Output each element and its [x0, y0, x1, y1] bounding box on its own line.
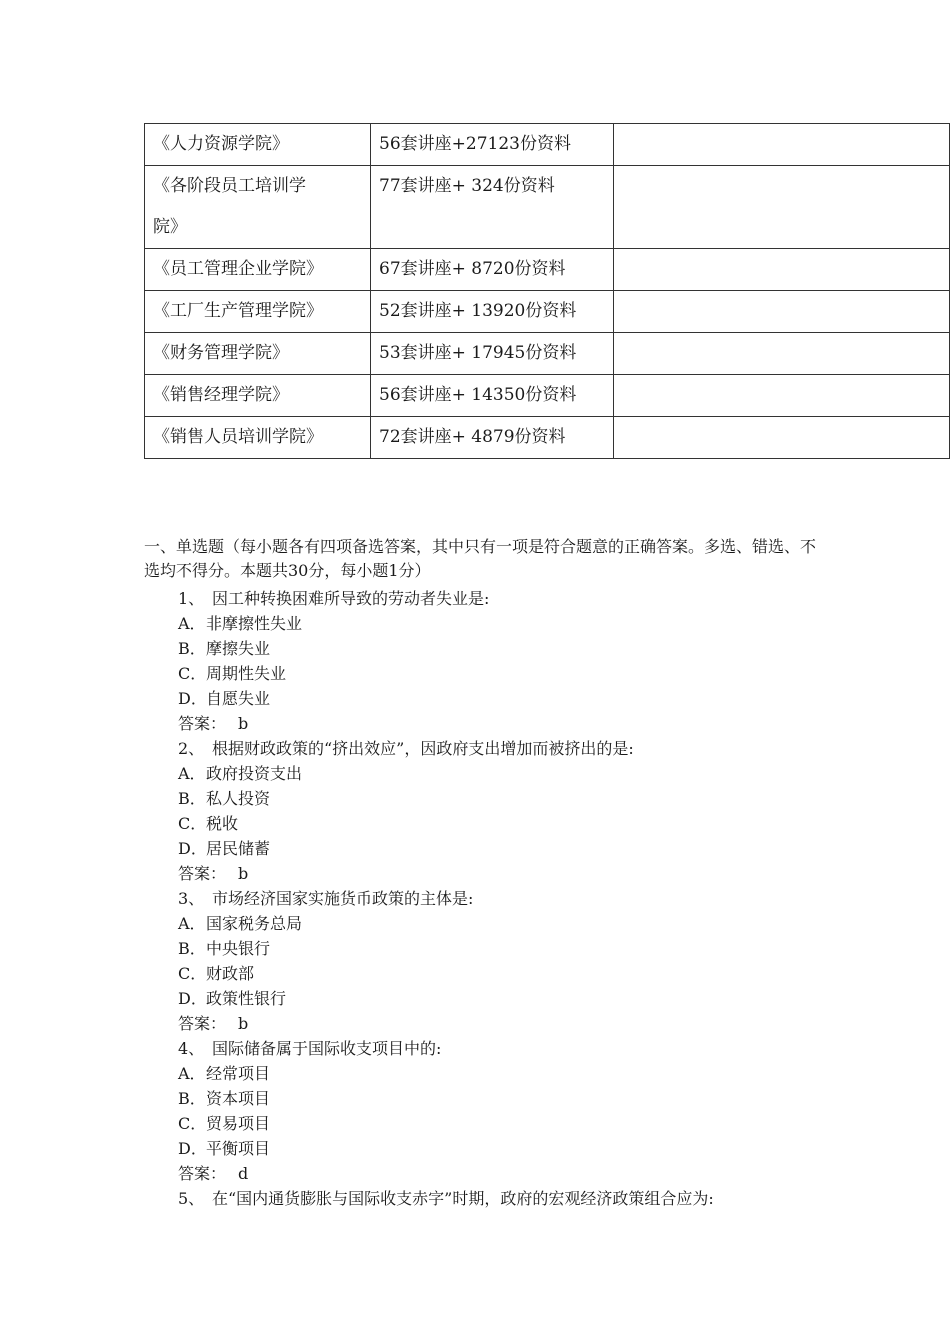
table-row — [145, 333, 950, 375]
answer-option — [178, 1086, 824, 1111]
option-letter: C． — [178, 964, 207, 983]
question-text: 国际储备属于国际收支项目中的: — [212, 1039, 442, 1058]
note-cell — [614, 166, 950, 249]
option-text: 私人投资 — [206, 789, 271, 808]
table-row — [145, 124, 950, 166]
college-name: 《人力资源学院》 — [145, 124, 371, 166]
option-text: 财政部 — [206, 964, 255, 983]
answer-option — [178, 1111, 824, 1136]
option-text: 居民储蓄 — [206, 839, 271, 858]
option-letter: B． — [178, 789, 206, 808]
question-stem — [178, 736, 824, 761]
option-text: 贸易项目 — [206, 1114, 271, 1133]
note-cell — [614, 249, 950, 291]
answer-option — [178, 811, 824, 836]
option-letter: C． — [178, 664, 207, 683]
single-choice-section — [144, 535, 824, 1211]
option-text: 平衡项目 — [206, 1139, 271, 1158]
answer-option — [178, 686, 824, 711]
section-header: 一、单选题（每小题各有四项备选答案，其中只有一项是符合题意的正确答案。多选、错选、不选均不得分。本题共30分，每小题1分） — [144, 537, 817, 580]
table-row — [145, 291, 950, 333]
resource-count: 52套讲座+ 13920份资料 — [371, 291, 614, 333]
college-name: 《销售经理学院》 — [145, 375, 371, 417]
answer-label: 答案： — [178, 1014, 227, 1033]
option-letter: D． — [178, 689, 207, 708]
resource-count: 67套讲座+ 8720份资料 — [371, 249, 614, 291]
answer-label: 答案： — [178, 714, 227, 733]
college-name: 《工厂生产管理学院》 — [145, 291, 371, 333]
answer-line — [178, 711, 824, 736]
answer-option — [178, 786, 824, 811]
question-stem — [178, 1036, 824, 1061]
answer-value: b — [238, 1014, 249, 1033]
answer-line — [178, 861, 824, 886]
option-letter: C． — [178, 814, 207, 833]
table-row — [145, 166, 950, 249]
college-name: 《各阶段员工培训学院》 — [145, 166, 371, 249]
question-list — [178, 586, 824, 1211]
college-name: 《销售人员培训学院》 — [145, 417, 371, 459]
answer-value: d — [238, 1164, 249, 1183]
option-text: 自愿失业 — [206, 689, 271, 708]
question-number: 4、 — [178, 1039, 205, 1058]
answer-option — [178, 611, 824, 636]
option-letter: B． — [178, 1089, 206, 1108]
option-letter: D． — [178, 989, 207, 1008]
answer-option — [178, 936, 824, 961]
question-number: 3、 — [178, 889, 205, 908]
note-cell — [614, 375, 950, 417]
answer-option — [178, 636, 824, 661]
note-cell — [614, 124, 950, 166]
question-number: 2、 — [178, 739, 205, 758]
option-text: 非摩擦性失业 — [206, 614, 303, 633]
question-text: 因工种转换困难所导致的劳动者失业是: — [212, 589, 490, 608]
question-text: 市场经济国家实施货币政策的主体是: — [212, 889, 474, 908]
answer-line — [178, 1011, 824, 1036]
answer-option — [178, 661, 824, 686]
resource-count: 56套讲座+27123份资料 — [371, 124, 614, 166]
option-text: 资本项目 — [206, 1089, 271, 1108]
table-row — [145, 417, 950, 459]
resource-count: 72套讲座+ 4879份资料 — [371, 417, 614, 459]
answer-line — [178, 1161, 824, 1186]
resource-count: 56套讲座+ 14350份资料 — [371, 375, 614, 417]
college-name: 《员工管理企业学院》 — [145, 249, 371, 291]
option-text: 经常项目 — [206, 1064, 271, 1083]
option-letter: A． — [178, 614, 206, 633]
note-cell — [614, 291, 950, 333]
option-letter: A． — [178, 764, 206, 783]
answer-option — [178, 986, 824, 1011]
question-text: 根据财政政策的“挤出效应”，因政府支出增加而被挤出的是: — [212, 739, 634, 758]
option-letter: B． — [178, 939, 206, 958]
answer-label: 答案： — [178, 1164, 227, 1183]
question-stem — [178, 1186, 824, 1211]
option-letter: D． — [178, 839, 207, 858]
answer-option — [178, 761, 824, 786]
resource-count: 53套讲座+ 17945份资料 — [371, 333, 614, 375]
answer-value: b — [238, 714, 249, 733]
option-text: 周期性失业 — [206, 664, 287, 683]
question-stem — [178, 586, 824, 611]
answer-label: 答案： — [178, 864, 227, 883]
option-text: 摩擦失业 — [206, 639, 271, 658]
note-cell — [614, 333, 950, 375]
question-stem — [178, 886, 824, 911]
college-name: 《财务管理学院》 — [145, 333, 371, 375]
option-letter: D． — [178, 1139, 207, 1158]
option-letter: C． — [178, 1114, 207, 1133]
question-text: 在“国内通货膨胀与国际收支赤字”时期，政府的宏观经济政策组合应为: — [212, 1189, 714, 1208]
answer-option — [178, 1061, 824, 1086]
option-text: 中央银行 — [206, 939, 271, 958]
option-text: 国家税务总局 — [206, 914, 303, 933]
answer-value: b — [238, 864, 249, 883]
question-number: 1、 — [178, 589, 205, 608]
answer-option — [178, 836, 824, 861]
answer-option — [178, 961, 824, 986]
answer-option — [178, 911, 824, 936]
question-number: 5、 — [178, 1189, 205, 1208]
answer-option — [178, 1136, 824, 1161]
option-letter: A． — [178, 914, 206, 933]
table-row — [145, 249, 950, 291]
option-text: 税收 — [206, 814, 239, 833]
resource-count: 77套讲座+ 324份资料 — [371, 166, 614, 249]
option-text: 政策性银行 — [206, 989, 287, 1008]
table-row — [145, 375, 950, 417]
option-letter: B． — [178, 639, 206, 658]
note-cell — [614, 417, 950, 459]
resource-table — [144, 123, 950, 459]
option-text: 政府投资支出 — [206, 764, 303, 783]
option-letter: A． — [178, 1064, 206, 1083]
